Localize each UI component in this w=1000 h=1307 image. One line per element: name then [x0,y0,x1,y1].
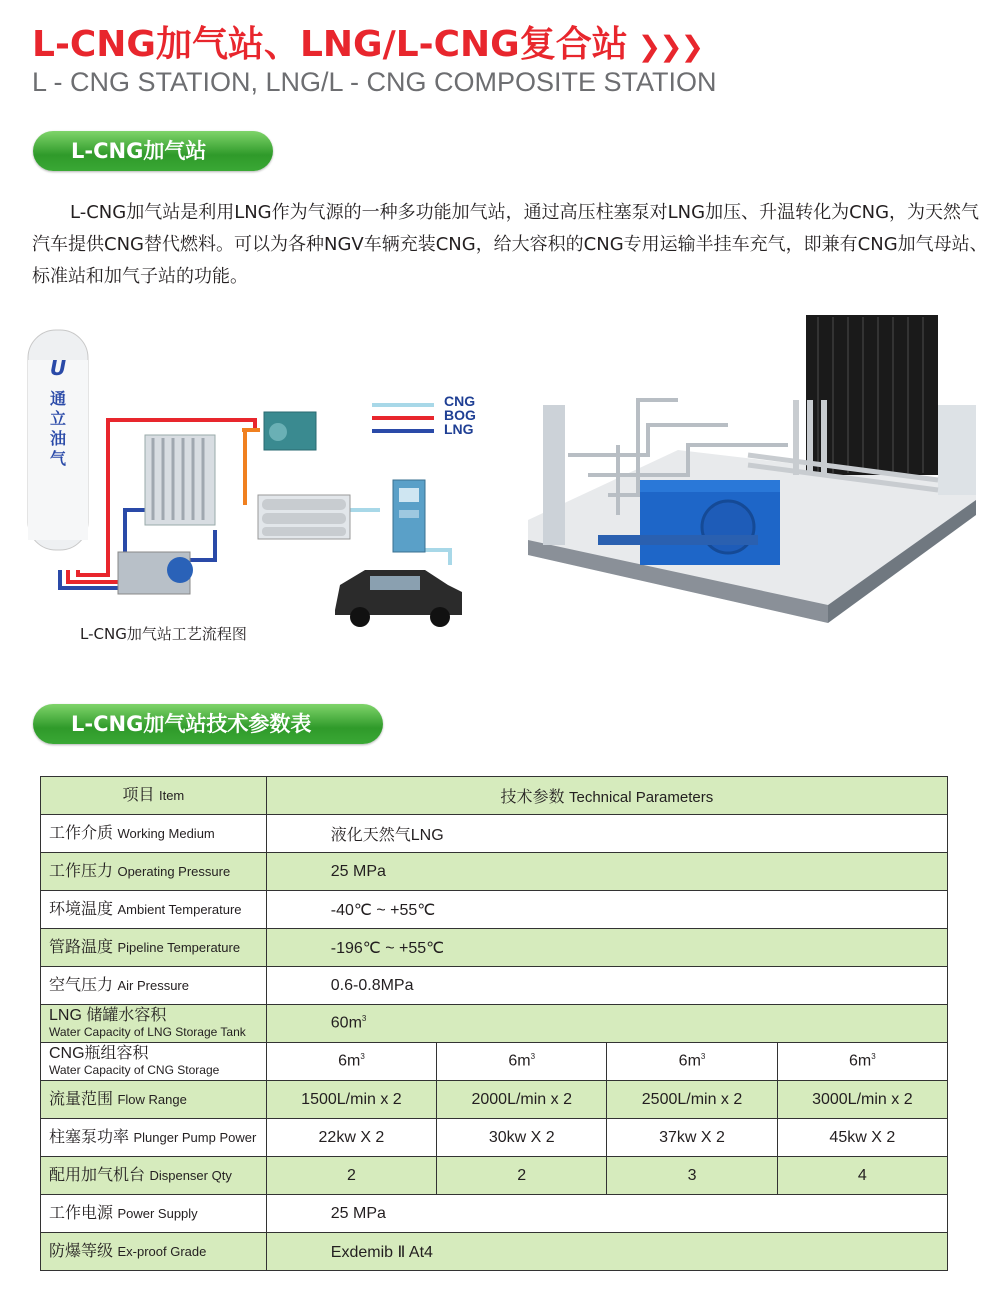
cng-storage-cylinders [258,495,350,539]
table-row: 空气压力 Air Pressure 0.6-0.8MPa [41,967,948,1005]
lcng-skid-photo [528,305,976,623]
section-pill-parameters: L-CNG加气站技术参数表 [33,704,383,744]
vaporizer [145,435,215,525]
table-row: 工作压力 Operating Pressure 25 MPa [41,853,948,891]
table-row: LNG 储罐水容积 Water Capacity of LNG Storage Tank $60m^3$ [41,1005,948,1043]
tank-label: 通立油气 [49,389,67,468]
legend-swatch-lng [372,429,434,433]
title-cn-text: L-CNG加气站、LNG/L-CNG复合站 [32,24,628,65]
table-row: 工作电源 Power Supply 25 MPa [41,1195,948,1233]
technical-parameters-table [40,776,948,1271]
table-header-row [41,777,948,815]
process-flow-diagram [20,320,500,650]
table-row: 防爆等级 Ex-proof Grade Exdemib Ⅱ At4 [41,1233,948,1271]
header-parameters: 技术参数 Technical Parameters [266,777,947,815]
pump-skid [118,552,193,594]
table-row: CNG瓶组容积 Water Capacity of CNG Storage $6m^3$ $6m^3$ $6m^3$ $6m^3$ [41,1043,948,1081]
legend-label-bog: BOG [444,407,476,423]
legend-label-lng: LNG [444,421,474,437]
section-pill-lcng: L-CNG加气站 [33,131,273,171]
page-subtitle: L - CNG STATION, LNG/L - CNG COMPOSITE STATION [32,67,717,97]
table-row: 柱塞泵功率 Plunger Pump Power 22kw X 2 30kw X 2 37kw X 2 45kw X 2 [41,1119,948,1157]
arrows-icon: ❯❯❯ [637,30,703,63]
legend-swatch-bog [372,416,434,420]
header-item: 项目 Item [41,777,267,815]
intro-paragraph: L-CNG加气站是利用LNG作为气源的一种多功能加气站，通过高压柱塞泵对LNG加压、升温转化为CNG，为天然气汽车提供CNG替代燃料。可以为各种NGV车辆充装CNG，给大容积的CNG专用运输半挂车充气，即兼有CNG加气母站、标准站和加气子站的功能。 [32,202,988,287]
table-row: 管路温度 Pipeline Temperature -196℃ ~ +55℃ [41,929,948,967]
suv-vehicle [335,570,462,627]
diagram-caption: L-CNG加气站工艺流程图 [80,625,247,643]
legend-swatch-cng [372,403,434,407]
table-row: 工作介质 Working Medium 液化天然气LNG [41,815,948,853]
compressor [264,412,316,450]
svg-text:U: U [49,356,67,380]
table-row: 配用加气机台 Dispenser Qty 2 2 3 4 [41,1157,948,1195]
table-row: 环境温度 Ambient Temperature -40℃ ~ +55℃ [41,891,948,929]
table-row: 流量范围 Flow Range 1500L/min x 2 2000L/min x 2 2500L/min x 2 3000L/min x 2 [41,1081,948,1119]
dispenser [393,480,425,552]
page-title [32,16,702,67]
legend-label-cng: CNG [444,393,476,409]
